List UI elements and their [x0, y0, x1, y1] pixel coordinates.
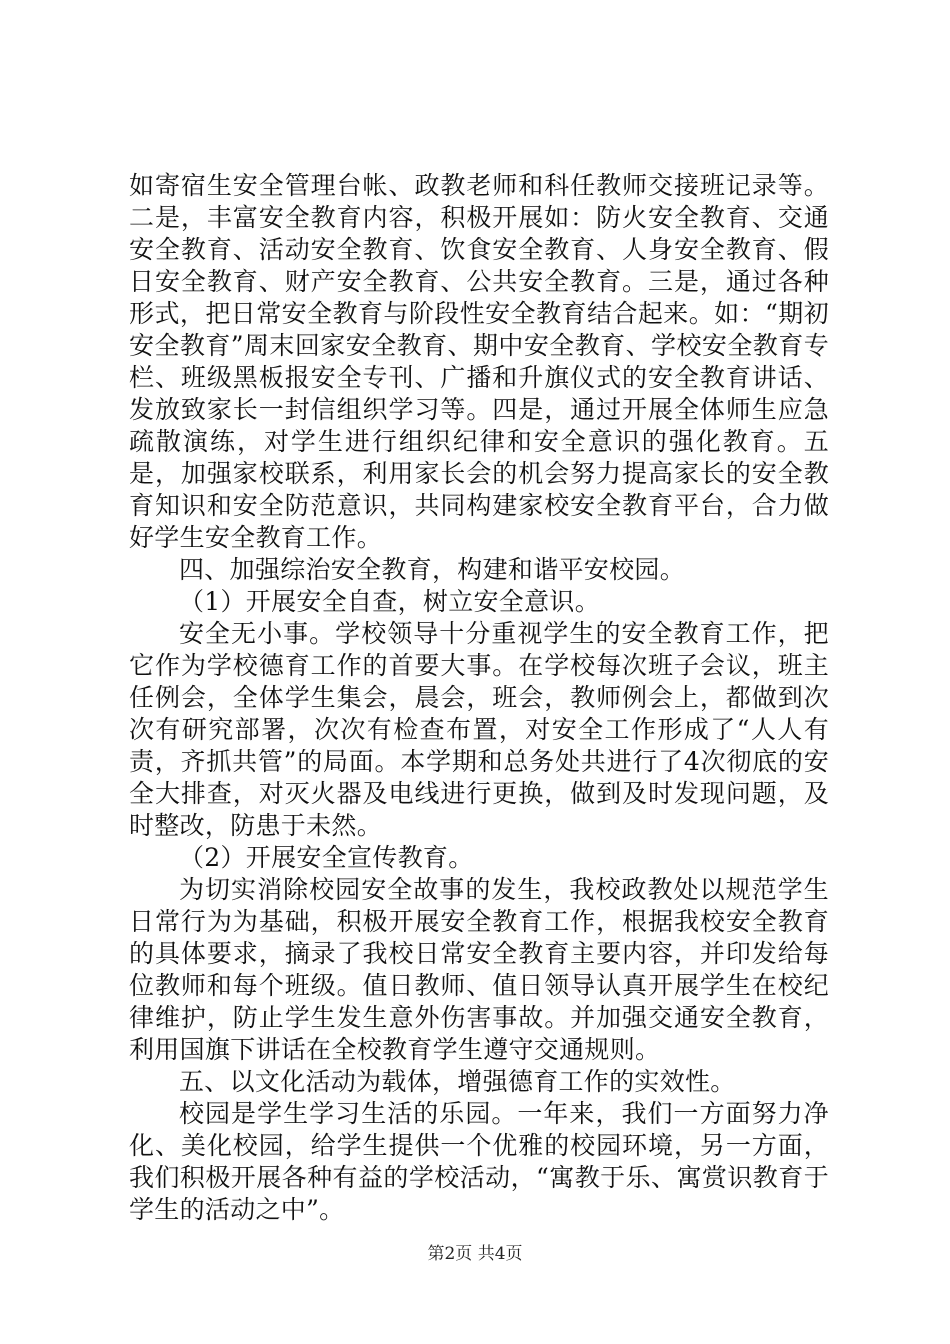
paragraph-7: 五、以文化活动为载体，增强德育工作的实效性。: [179, 1067, 736, 1096]
document-body: [129, 170, 829, 1226]
paragraph-4: 安全无小事。学校领导十分重视学生的安全教育工作，把它作为学校德育工作的首要大事。在学校每次班子会议，班主任例会，全体学生集会，晨会，班会，教师例会上，都做到次次有研究部署，次次有检查布置，对安全工作形成了“人人有责，齐抓共管”的局面。本学期和总务处共进行了4次彻底的安全大排查，对灭火器及电线进行更换，做到及时发现问题，及时整改，防患于未然。: [129, 619, 829, 840]
paragraph-8: 校园是学生学习生活的乐园。一年来，我们一方面努力净化、美化校园，给学生提供一个优雅的校园环境，另一方面，我们积极开展各种有益的学校活动，“寓教于乐、寓赏识教育于学生的活动之中”。: [129, 1099, 829, 1224]
paragraph-5: （2）开展安全宣传教育。: [179, 843, 474, 872]
paragraph-3: （1）开展安全自查，树立安全意识。: [179, 587, 601, 616]
paragraph-2: 四、加强综治安全教育，构建和谐平安校园。: [179, 555, 686, 584]
paragraph-6: 为切实消除校园安全故事的发生，我校政教处以规范学生日常行为为基础，积极开展安全教育工作，根据我校安全教育的具体要求，摘录了我校日常安全教育主要内容，并印发给每位教师和每个班级。值日教师、值日领导认真开展学生在校纪律维护，防止学生发生意外伤害事故。并加强交通安全教育，利用国旗下讲话在全校教育学生遵守交通规则。: [129, 875, 829, 1064]
paragraph-1: 如寄宿生安全管理台帐、政教老师和科任教师交接班记录等。二是，丰富安全教育内容，积极开展如：防火安全教育、交通安全教育、活动安全教育、饮食安全教育、人身安全教育、假日安全教育、财产安全教育、公共安全教育。三是，通过各种形式，把日常安全教育与阶段性安全教育结合起来。如：“期初安全教育”周末回家安全教育、期中安全教育、学校安全教育专栏、班级黑板报安全专刊、广播和升旗仪式的安全教育讲话、发放致家长一封信组织学习等。四是，通过开展全体师生应急疏散演练，对学生进行组织纪律和安全意识的强化教育。五是，加强家校联系，利用家长会的机会努力提高家长的安全教育知识和安全防范意识，共同构建家校安全教育平台，合力做好学生安全教育工作。: [129, 171, 829, 552]
page-footer: 第2页 共4页: [427, 1244, 523, 1264]
